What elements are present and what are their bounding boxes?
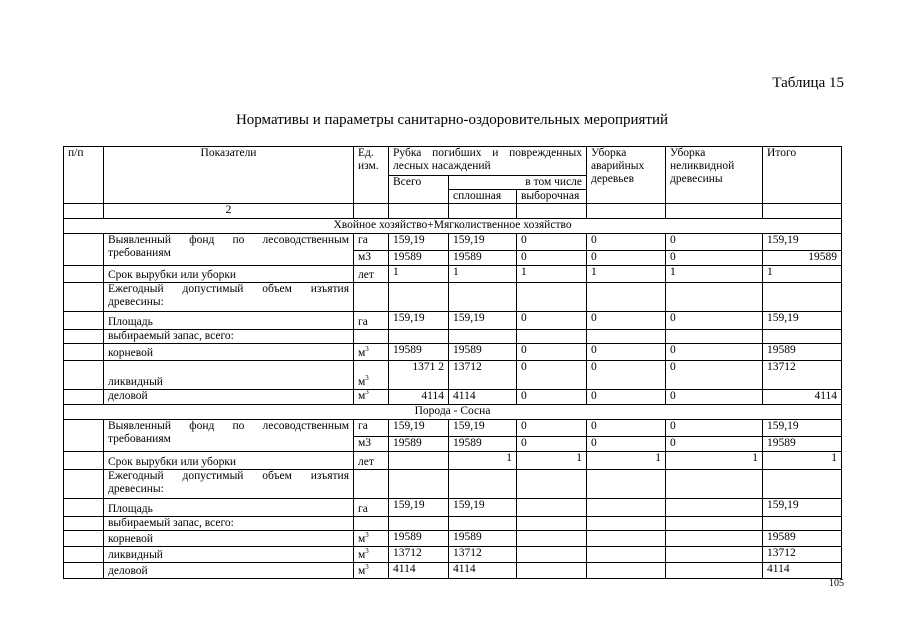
cell <box>64 517 104 531</box>
table-row <box>64 517 842 531</box>
unit-cell: га <box>354 499 389 517</box>
unit-cell: $м^3$ <box>354 344 389 361</box>
row-label: деловой <box>104 563 354 579</box>
header-num: п/п <box>64 147 104 204</box>
value-cell: 0 <box>587 437 666 452</box>
header-illiquid: Уборка неликвидной древесины <box>666 147 763 204</box>
row-label: выбираемый запас, всего: <box>104 330 354 344</box>
value-cell: 1 <box>587 266 666 283</box>
table-row <box>64 330 842 344</box>
value-cell: 19589 <box>449 344 517 361</box>
unit-cell: $м^3$ <box>354 361 389 390</box>
value-cell <box>389 452 449 470</box>
value-cell <box>587 499 666 517</box>
value-cell <box>517 531 587 547</box>
table-row <box>64 266 842 283</box>
value-cell: 19589 <box>763 344 842 361</box>
cell <box>354 283 389 312</box>
cell <box>449 470 517 499</box>
value-cell: 19589 <box>389 251 449 266</box>
value-cell: 1 <box>449 266 517 283</box>
cell <box>354 517 389 531</box>
cell <box>389 283 449 312</box>
cell <box>763 283 842 312</box>
unit-cell: $м^3$ <box>354 531 389 547</box>
value-cell: 19589 <box>389 437 449 452</box>
table-row <box>64 283 842 312</box>
value-cell: 4114 <box>763 563 842 579</box>
table-row <box>64 361 842 390</box>
value-cell: 0 <box>666 390 763 405</box>
value-cell: 19589 <box>449 531 517 547</box>
value-cell: 19589 <box>763 531 842 547</box>
unit-cell: м3 <box>354 251 389 266</box>
cell <box>389 330 449 344</box>
value-cell: 159,19 <box>449 234 517 251</box>
cell <box>763 517 842 531</box>
header-unit: Ед. изм. <box>354 147 389 204</box>
cell <box>587 470 666 499</box>
value-cell: 0 <box>517 344 587 361</box>
cell <box>64 452 104 470</box>
value-cell: 1 <box>666 452 763 470</box>
value-cell: 19589 <box>389 531 449 547</box>
column-number-row <box>64 204 842 219</box>
value-cell: 19589 <box>389 344 449 361</box>
header-solid: сплошная <box>449 190 517 204</box>
cell <box>64 266 104 283</box>
cell <box>517 330 587 344</box>
cell <box>449 330 517 344</box>
header-selective: выборочная <box>517 190 587 204</box>
value-cell: 0 <box>587 251 666 266</box>
value-cell: 159,19 <box>449 499 517 517</box>
row-label: Площадь <box>104 499 354 517</box>
value-cell <box>517 547 587 563</box>
value-cell: 19589 <box>449 437 517 452</box>
cell <box>389 517 449 531</box>
table-number: Таблица 15 <box>772 75 844 91</box>
cell <box>64 420 104 452</box>
section-title-row <box>64 405 842 420</box>
value-cell: 0 <box>587 312 666 330</box>
page-number: 105 <box>829 578 844 589</box>
value-cell: 0 <box>666 344 763 361</box>
cell <box>64 470 104 499</box>
value-cell: 1 <box>763 266 842 283</box>
cell <box>64 234 104 266</box>
row-label: Срок вырубки или уборки <box>104 266 354 283</box>
cell <box>517 283 587 312</box>
header-incl: в том числе <box>449 176 587 190</box>
value-cell: 4114 <box>763 390 842 405</box>
value-cell: 19589 <box>763 437 842 452</box>
unit-cell: га <box>354 420 389 437</box>
header-indicators: Показатели <box>104 147 354 204</box>
value-cell: 159,19 <box>389 234 449 251</box>
value-cell: 0 <box>587 234 666 251</box>
header-total-all: Всего <box>389 176 449 204</box>
cell <box>64 283 104 312</box>
value-cell: 1 <box>517 266 587 283</box>
table-row <box>64 499 842 517</box>
cell <box>587 204 666 219</box>
value-cell: 159,19 <box>449 312 517 330</box>
value-cell: 0 <box>666 234 763 251</box>
section-title: Порода - Сосна <box>64 405 842 420</box>
row-label: Выявленный фонд по лесоводственным требованиям <box>104 420 354 452</box>
cell <box>64 344 104 361</box>
value-cell: 4114 <box>389 390 449 405</box>
cell <box>517 470 587 499</box>
value-cell <box>666 531 763 547</box>
value-cell <box>587 563 666 579</box>
table-row <box>64 470 842 499</box>
table-row <box>64 547 842 563</box>
value-cell: 0 <box>517 251 587 266</box>
cell <box>449 517 517 531</box>
value-cell: 1 <box>587 452 666 470</box>
value-cell: 13712 <box>449 547 517 563</box>
value-cell: 13712 <box>763 361 842 390</box>
row-label: деловой <box>104 390 354 405</box>
cell <box>666 204 763 219</box>
value-cell: 0 <box>517 437 587 452</box>
document-title: Нормативы и параметры санитарно-оздоровительных мероприятий <box>235 112 669 128</box>
cell <box>64 499 104 517</box>
cell <box>763 330 842 344</box>
value-cell: 13712 <box>389 547 449 563</box>
value-cell: 0 <box>666 251 763 266</box>
value-cell: 1371 2 <box>389 361 449 390</box>
value-cell: 1 <box>763 452 842 470</box>
cell <box>64 563 104 579</box>
unit-cell: лет <box>354 452 389 470</box>
cell <box>763 204 842 219</box>
row-label: Срок вырубки или уборки <box>104 452 354 470</box>
header-total: Итого <box>763 147 842 204</box>
value-cell: 159,19 <box>449 420 517 437</box>
value-cell <box>666 563 763 579</box>
value-cell: 1 <box>449 452 517 470</box>
row-label: Ежегодный допустимый объем изъятия древесины: <box>104 470 354 499</box>
cell <box>449 283 517 312</box>
value-cell: 0 <box>666 361 763 390</box>
value-cell: 159,19 <box>389 420 449 437</box>
row-label: ликвидный <box>104 361 354 390</box>
cell <box>389 470 449 499</box>
row-label: корневой <box>104 531 354 547</box>
cell <box>64 531 104 547</box>
cell <box>354 470 389 499</box>
value-cell: 19589 <box>763 251 842 266</box>
header-emergency: Уборка аварийных деревьев <box>587 147 666 204</box>
cell <box>666 283 763 312</box>
unit-cell: лет <box>354 266 389 283</box>
cell <box>64 204 104 219</box>
value-cell: 4114 <box>449 390 517 405</box>
cell <box>587 330 666 344</box>
table-row <box>64 390 842 405</box>
norms-table <box>63 146 842 579</box>
header-cutting: Рубка погибших и поврежденных лесных насаждений <box>389 147 587 176</box>
value-cell: 159,19 <box>763 234 842 251</box>
value-cell: 0 <box>587 420 666 437</box>
cell <box>64 547 104 563</box>
section-title: Хвойное хозяйство+Мягколиственное хозяйство <box>64 219 842 234</box>
value-cell: 4114 <box>389 563 449 579</box>
cell <box>517 204 587 219</box>
cell <box>763 470 842 499</box>
column-number: 2 <box>104 204 354 219</box>
cell <box>666 330 763 344</box>
value-cell <box>587 547 666 563</box>
value-cell: 1 <box>389 266 449 283</box>
row-label: выбираемый запас, всего: <box>104 517 354 531</box>
value-cell: 1 <box>666 266 763 283</box>
value-cell: 13712 <box>449 361 517 390</box>
row-label: корневой <box>104 344 354 361</box>
cell <box>666 517 763 531</box>
value-cell: 159,19 <box>389 312 449 330</box>
value-cell: 0 <box>587 361 666 390</box>
cell <box>64 330 104 344</box>
value-cell: 159,19 <box>763 499 842 517</box>
value-cell: 0 <box>666 420 763 437</box>
value-cell: 0 <box>517 312 587 330</box>
cell <box>389 204 449 219</box>
value-cell: 0 <box>587 390 666 405</box>
unit-cell: м3 <box>354 437 389 452</box>
table-row <box>64 452 842 470</box>
cell <box>517 517 587 531</box>
value-cell: 159,19 <box>389 499 449 517</box>
value-cell: 159,19 <box>763 420 842 437</box>
header-row <box>64 147 842 176</box>
unit-cell: га <box>354 312 389 330</box>
table-row <box>64 312 842 330</box>
value-cell: 0 <box>517 234 587 251</box>
cell <box>587 517 666 531</box>
cell <box>666 470 763 499</box>
cell <box>354 204 389 219</box>
table-row <box>64 531 842 547</box>
value-cell <box>517 563 587 579</box>
value-cell: 0 <box>587 344 666 361</box>
cell <box>354 330 389 344</box>
value-cell: 0 <box>517 420 587 437</box>
value-cell: 1 <box>517 452 587 470</box>
value-cell: 19589 <box>449 251 517 266</box>
unit-cell: $м^3$ <box>354 563 389 579</box>
value-cell: 0 <box>666 437 763 452</box>
unit-cell: $м^3$ <box>354 547 389 563</box>
cell <box>64 361 104 390</box>
value-cell <box>517 499 587 517</box>
row-label: Площадь <box>104 312 354 330</box>
table-row <box>64 563 842 579</box>
row-label: Выявленный фонд по лесоводственным требованиям <box>104 234 354 266</box>
unit-cell: га <box>354 234 389 251</box>
table-row <box>64 344 842 361</box>
unit-cell: $м^3$ <box>354 390 389 405</box>
cell <box>64 312 104 330</box>
value-cell: 0 <box>666 312 763 330</box>
table-row <box>64 234 842 251</box>
value-cell <box>666 547 763 563</box>
value-cell <box>666 499 763 517</box>
table-row <box>64 420 842 437</box>
value-cell: 0 <box>517 361 587 390</box>
section-title-row <box>64 219 842 234</box>
row-label: ликвидный <box>104 547 354 563</box>
cell <box>587 283 666 312</box>
value-cell: 159,19 <box>763 312 842 330</box>
value-cell <box>587 531 666 547</box>
value-cell: 4114 <box>449 563 517 579</box>
cell <box>449 204 517 219</box>
cell <box>64 390 104 405</box>
value-cell: 0 <box>517 390 587 405</box>
row-label: Ежегодный допустимый объем изъятия древесины: <box>104 283 354 312</box>
value-cell: 13712 <box>763 547 842 563</box>
